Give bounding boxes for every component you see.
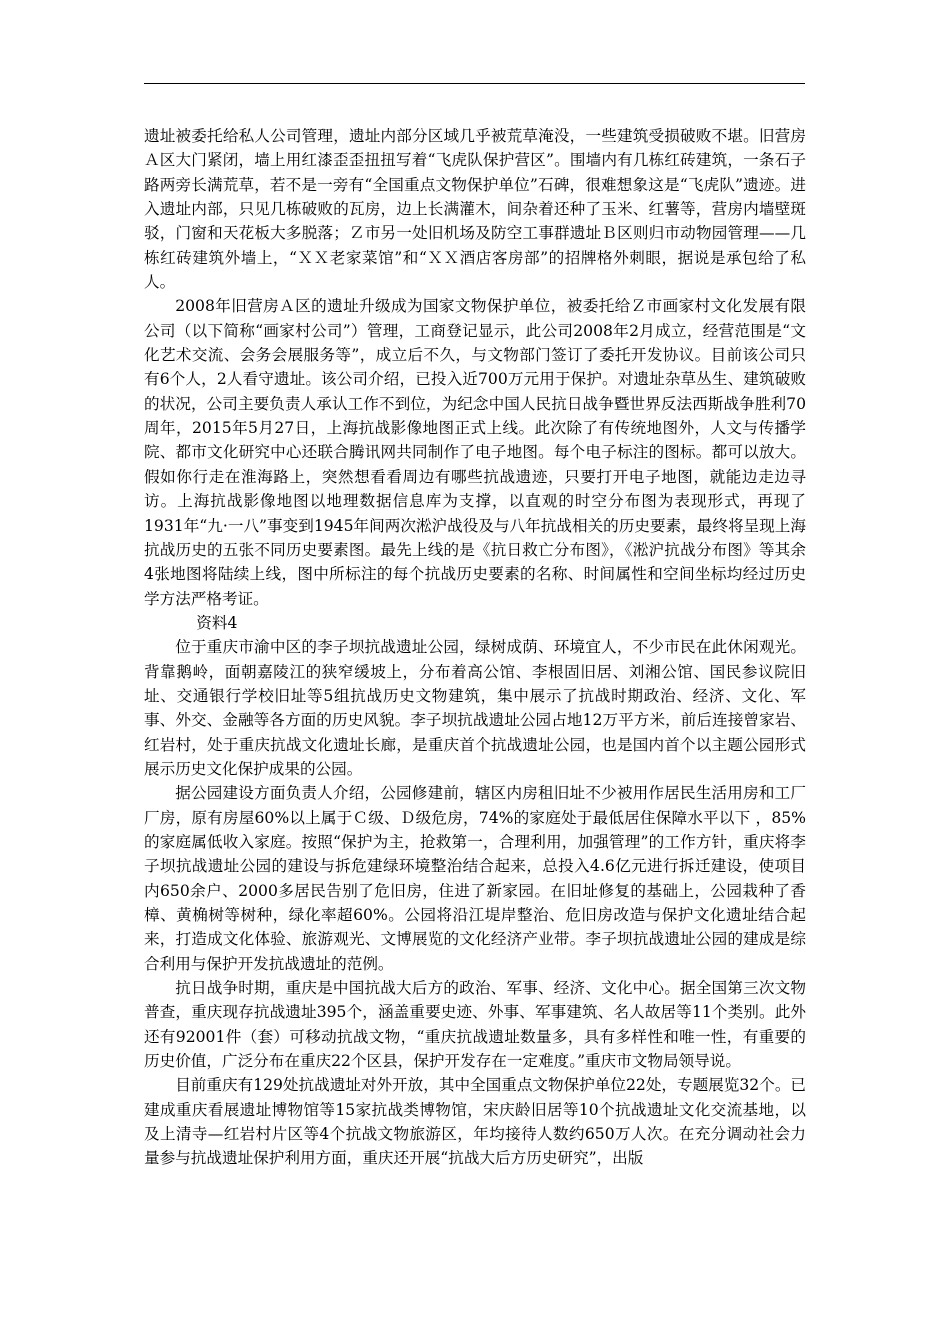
section-heading: 资料4 (196, 613, 238, 632)
paragraph-continued: 遗址被委托给私人公司管理，遗址内部分区域几乎被荒草淹没，一些建筑受损破败不堪。旧营房Ａ区大门紧闭，墙上用红漆歪歪扭扭写着“飞虎队保护营区”。围墙内有几栋红砖建筑，一条石子路两旁长满荒草，若不是一旁有“全国重点文物保护单位”石碑，很难想象这是“飞虎队”遗迹。进入遗址内部，只见几栋破败的瓦房，边上长满灌木，间杂着还种了玉米、红薯等，营房内墙壁斑驳，门窗和天花板大多脱落；Ｚ市另一处旧机场及防空工事群遗址Ｂ区则归市动物园管理——几栋红砖建筑外墙上，“ＸＸ老家菜馆”和“ＸＸ酒店客房部”的招牌格外刺眼，据说是承包给了私人。 (144, 127, 806, 292)
paragraph: 据公园建设方面负责人介绍，公园修建前，辖区内房租旧址不少被用作居民生活用房和工厂厂房，原有房屋60%以上属于Ｃ级、Ｄ级危房，74%的家庭处于最低居住保障水平以下 ，85%的家庭属低收入家庭。按照“保护为主，抢救第一，合理利用，加强管理”的工作方针，重庆将李子坝抗战遗址公园的建设与拆危建绿环境整治结合起来，总投入4.6亿元进行拆迁建设，使项目内650余户、2000多居民告别了危旧房，住进了新家园。在旧址修复的基础上，公园栽种了香樟、黄桷树等树种，绿化率超60%。公园将沿江堤岸整治、危旧房改造与保护文化遗址结合起来，打造成文化体验、旅游观光、文博展览的文化经济产业带。李子坝抗战遗址公园的建成是综合利用与保护开发抗战遗址的范例。 (144, 784, 806, 973)
paragraph: 2008年旧营房Ａ区的遗址升级成为国家文物保护单位，被委托给Ｚ市画家村文化发展有限公司（以下简称“画家村公司”）管理，工商登记显示，此公司2008年2月成立，经营范围是“文化艺术交流、会务会展服务等”，成立后不久，与文物部门签订了委托开发协议。目前该公司只有6个人，2人看守遗址。该公司介绍，已投入近700万元用于保护。对遗址杂草丛生、建筑破败的状况，公司主要负责人承认工作不到位，为纪念中国人民抗日战争暨世界反法西斯战争胜利70周年，2015年5月27日，上海抗战影像地图正式上线。此次除了有传统地图外，人文与传播学院、都市文化研究中心还联合腾讯网共同制作了电子地图。每个电子标注的图标。都可以放大。假如你行走在淮海路上，突然想看看周边有哪些抗战遗迹，只要打开电子地图，就能边走边寻访。上海抗战影像地图以地理数据信息库为支撑，以直观的时空分布图为表现形式，再现了1931年“九·一八”事变到1945年间两次淞沪战役及与八年抗战相关的历史要素，最终将呈现上海抗战历史的五张不同历史要素图。最先上线的是《抗日救亡分布图》，《淞沪抗战分布图》等其余4张地图将陆续上线，图中所标注的每个抗战历史要素的名称、时间属性和空间坐标均经过历史学方法严格考证。 (144, 297, 806, 608)
paragraph: 目前重庆有129处抗战遗址对外开放，其中全国重点文物保护单位22处，专题展览32个。已建成重庆看展遗址博物馆等15家抗战类博物馆，宋庆龄旧居等10个抗战遗址文化交流基地，以及上清寺—红岩村片区等4个抗战文物旅游区，年均接待人数约650万人次。在充分调动社会力量参与抗战遗址保护利用方面，重庆还开展“抗战大后方历史研究”，出版 (144, 1076, 807, 1168)
paragraph: 抗日战争时期，重庆是中国抗战大后方的政治、军事、经济、文化中心。据全国第三次文物普查，重庆现存抗战遗址395个，涵盖重要史迹、外事、军事建筑、名人故居等11个类别。此外还有92001件（套）可移动抗战文物，“重庆抗战遗址数量多，具有多样性和唯一性，有重要的历史价值，广泛分布在重庆22个区县，保护开发存在一定难度。”重庆市文物局领导说。 (144, 979, 806, 1071)
header-rule (144, 83, 805, 84)
paragraph: 位于重庆市渝中区的李子坝抗战遗址公园，绿树成荫、环境宜人，不少市民在此休闲观光。背靠鹅岭，面朝嘉陵江的狭窄缓坡上，分布着高公馆、李根固旧居、刘湘公馆、国民参议院旧址、交通银行学校旧址等5组抗战历史文物建筑，集中展示了抗战时期政治、经济、文化、军事、外交、金融等各方面的历史风貌。李子坝抗战遗址公园占地12万平方米，前后连接曾家岩、红岩村，处于重庆抗战文化遗址长廊，是重庆首个抗战遗址公园，也是国内首个以主题公园形式展示历史文化保护成果的公园。 (144, 638, 806, 778)
document-body (144, 124, 806, 1171)
